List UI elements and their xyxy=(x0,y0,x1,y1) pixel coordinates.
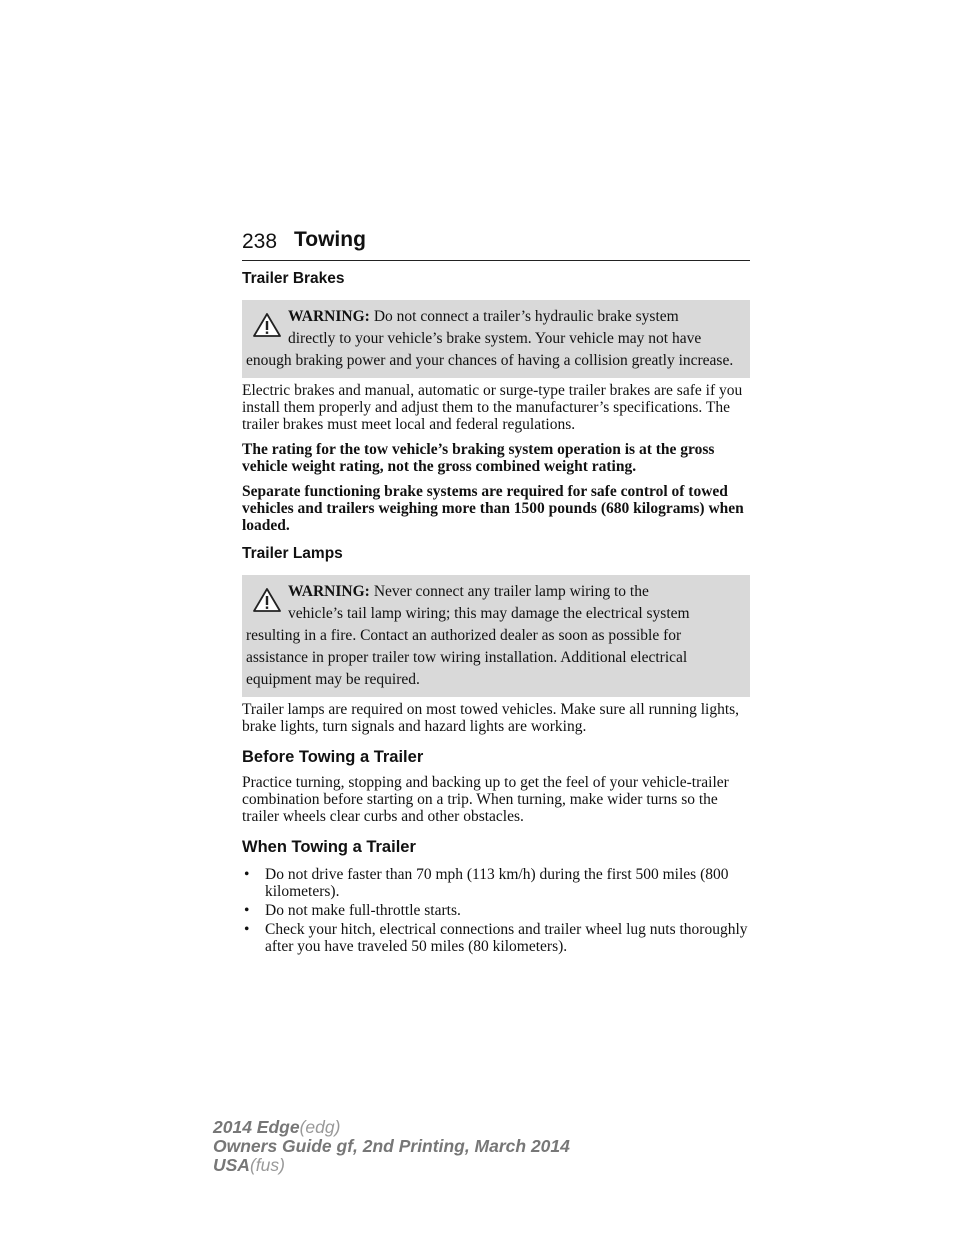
warning-box-trailer-lamps xyxy=(242,575,750,697)
print-footer xyxy=(213,1118,570,1175)
list-item-text: Do not drive faster than 70 mph (113 km/h) during the first 500 miles (800 kilometers). xyxy=(265,866,729,900)
warning-body: resulting in a fire. Contact an authorized dealer as soon as possible for assistance in proper trailer tow wiring installation. Additional electrical equipment may be required. xyxy=(246,627,688,688)
list-item xyxy=(242,902,750,919)
warning-line-1 xyxy=(242,581,742,603)
list-item xyxy=(242,921,750,955)
bullet-icon: • xyxy=(244,921,250,938)
list-item-text: Check your hitch, electrical connections and trailer wheel lug nuts thoroughly after you have traveled 50 miles (80 kilometers). xyxy=(265,921,748,955)
warning-second-line: directly to your vehicle’s brake system. Your vehicle may not have xyxy=(288,330,702,347)
warning-label: WARNING: xyxy=(288,308,370,325)
footer-line-3 xyxy=(213,1156,570,1175)
warning-first-line: Never connect any trailer lamp wiring to the xyxy=(373,583,649,600)
paragraph-electric-brakes: Electric brakes and manual, automatic or surge-type trailer brakes are safe if you install them properly and adjust them to the manufacturer’s specifications. The trailer brakes must meet local and federal regulations. xyxy=(242,382,743,433)
warning-line-1 xyxy=(242,306,742,328)
section-heading-when-towing: When Towing a Trailer xyxy=(242,838,416,856)
paragraph-before-towing: Practice turning, stopping and backing up to get the feel of your vehicle-trailer combination before starting on a trip. When turning, make wider turns so the trailer wheels clear curbs and other obstacles. xyxy=(242,774,729,825)
list-item xyxy=(242,866,750,900)
list-item-text: Do not make full-throttle starts. xyxy=(265,902,461,919)
footer-line-2: Owners Guide gf, 2nd Printing, March 2014 xyxy=(213,1136,570,1156)
warning-triangle-icon xyxy=(252,312,282,338)
page-header xyxy=(242,228,750,261)
paragraph-trailer-lamps: Trailer lamps are required on most towed vehicles. Make sure all running lights, brake lights, turn signals and hazard lights are working. xyxy=(242,701,740,735)
footer-market: USA xyxy=(213,1155,250,1175)
paragraph-separate-brakes: Separate functioning brake systems are required for safe control of towed vehicles and trailers weighing more than 1500 pounds (680 kilograms) when loaded. xyxy=(242,483,744,534)
footer-line-1 xyxy=(213,1118,570,1137)
bullet-icon: • xyxy=(244,902,250,919)
manual-page xyxy=(242,228,750,957)
section-heading-trailer-brakes: Trailer Brakes xyxy=(242,270,345,287)
bullet-icon: • xyxy=(244,866,250,883)
warning-triangle-icon xyxy=(252,587,282,613)
footer-market-code: (fus) xyxy=(249,1155,285,1175)
warning-box-trailer-brakes xyxy=(242,300,750,378)
section-heading-trailer-lamps: Trailer Lamps xyxy=(242,545,343,562)
warning-second-line: vehicle’s tail lamp wiring; this may damage the electrical system xyxy=(288,605,690,622)
towing-tips-list xyxy=(242,866,750,955)
warning-body: enough braking power and your chances of having a collision greatly increase. xyxy=(246,352,734,369)
footer-model-code: (edg) xyxy=(299,1117,341,1137)
section-heading-before-towing: Before Towing a Trailer xyxy=(242,748,424,766)
page-number: 238 xyxy=(242,230,278,253)
warning-label: WARNING: xyxy=(288,583,370,600)
chapter-title: Towing xyxy=(294,228,366,251)
paragraph-braking-rating: The rating for the tow vehicle’s braking system operation is at the gross vehicle weight rating, not the gross combined weight rating. xyxy=(242,441,715,475)
footer-model: 2014 Edge xyxy=(213,1117,300,1137)
warning-first-line: Do not connect a trailer’s hydraulic brake system xyxy=(373,308,679,325)
